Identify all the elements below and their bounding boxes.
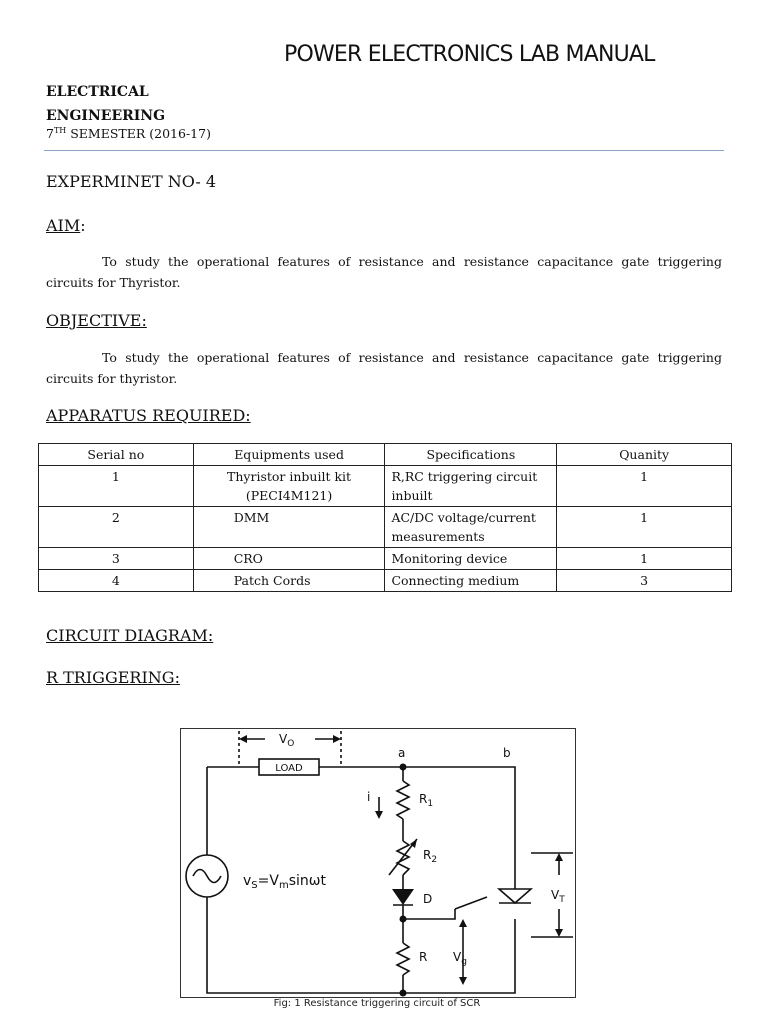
label-node-b: b <box>503 746 511 760</box>
table-cell: R,RC triggering circuit inbuilt <box>385 466 557 507</box>
sine-symbol <box>193 870 221 883</box>
column-header: Serial no <box>39 444 194 466</box>
wire-left-lower <box>207 897 515 993</box>
semester <box>46 126 211 141</box>
department-line-2: ENGINEERING <box>46 108 166 124</box>
column-header: Specifications <box>385 444 557 466</box>
aim-heading-text: AIM <box>46 216 81 235</box>
label-node-a: a <box>398 746 406 760</box>
table-cell: DMM <box>193 507 385 548</box>
figure-caption: Fig: 1 Resistance triggering circuit of SCR <box>273 998 481 1009</box>
objective-text: To study the operational features of resistance and resistance capacitance gate triggering circuits for thyristor. <box>46 350 722 386</box>
table-cell: Monitoring device <box>385 548 557 570</box>
r-zigzag <box>397 943 409 975</box>
table-cell: 2 <box>39 507 194 548</box>
apparatus-table <box>38 443 732 592</box>
label-load: LOAD <box>275 763 303 774</box>
semester-suffix: TH <box>53 126 67 135</box>
manual-title: POWER ELECTRONICS LAB MANUAL <box>284 42 655 67</box>
r-triggering-heading: R TRIGGERING: <box>46 668 180 687</box>
circuit-schematic <box>181 729 575 997</box>
table-cell: Connecting medium <box>385 570 557 592</box>
table-row <box>39 548 732 570</box>
table-row <box>39 507 732 548</box>
apparatus-heading: APPARATUS REQUIRED: <box>46 406 251 425</box>
label-vo: $V_O$ <box>279 732 295 749</box>
table-cell: Patch Cords <box>193 570 385 592</box>
label-current: i <box>367 790 371 804</box>
circuit-diagram-heading: CIRCUIT DIAGRAM: <box>46 626 214 645</box>
label-r1: $R_1$ <box>419 792 434 809</box>
label-diode: D <box>423 892 433 906</box>
table-cell: Thyristor inbuilt kit (PECI4M121) <box>193 466 385 507</box>
experiment-number: EXPERMINET NO- 4 <box>46 172 217 191</box>
aim-heading-colon: : <box>80 216 86 235</box>
table-cell: 3 <box>557 570 732 592</box>
column-header: Quanity <box>557 444 732 466</box>
label-source-voltage: $v_S=V_m\sin\omega t$ <box>243 873 326 891</box>
table-cell: 1 <box>557 507 732 548</box>
wire-top-right <box>319 767 515 889</box>
aim-text: To study the operational features of resistance and resistance capacitance gate triggering circuits for Thyristor. <box>46 254 722 290</box>
aim-heading <box>46 216 86 235</box>
department-line-1: ELECTRICAL <box>46 84 149 100</box>
table-row <box>39 570 732 592</box>
r1-zigzag <box>397 781 409 819</box>
table-cell: 3 <box>39 548 194 570</box>
table-cell: 1 <box>557 466 732 507</box>
thyristor-symbol <box>499 889 531 903</box>
table-row <box>39 466 732 507</box>
table-header-row <box>39 444 732 466</box>
column-header: Equipments used <box>193 444 385 466</box>
table-cell: AC/DC voltage/current measurements <box>385 507 557 548</box>
semester-number: 7 <box>46 126 54 142</box>
gate-wire <box>403 909 455 919</box>
table-cell: 4 <box>39 570 194 592</box>
diode-symbol <box>392 889 414 905</box>
semester-text: SEMESTER (2016-17) <box>66 126 211 142</box>
table-cell: CRO <box>193 548 385 570</box>
label-r2: $R_2$ <box>423 848 438 865</box>
r-triggering-circuit-figure <box>180 728 576 998</box>
department <box>46 80 165 128</box>
objective-heading: OBJECTIVE: <box>46 311 147 330</box>
table-cell: 1 <box>39 466 194 507</box>
table-cell: 1 <box>557 548 732 570</box>
label-vg: $V_g$ <box>453 950 467 967</box>
header-divider <box>44 150 724 151</box>
label-vt: $V_T$ <box>551 888 565 905</box>
label-r: R <box>419 950 428 964</box>
